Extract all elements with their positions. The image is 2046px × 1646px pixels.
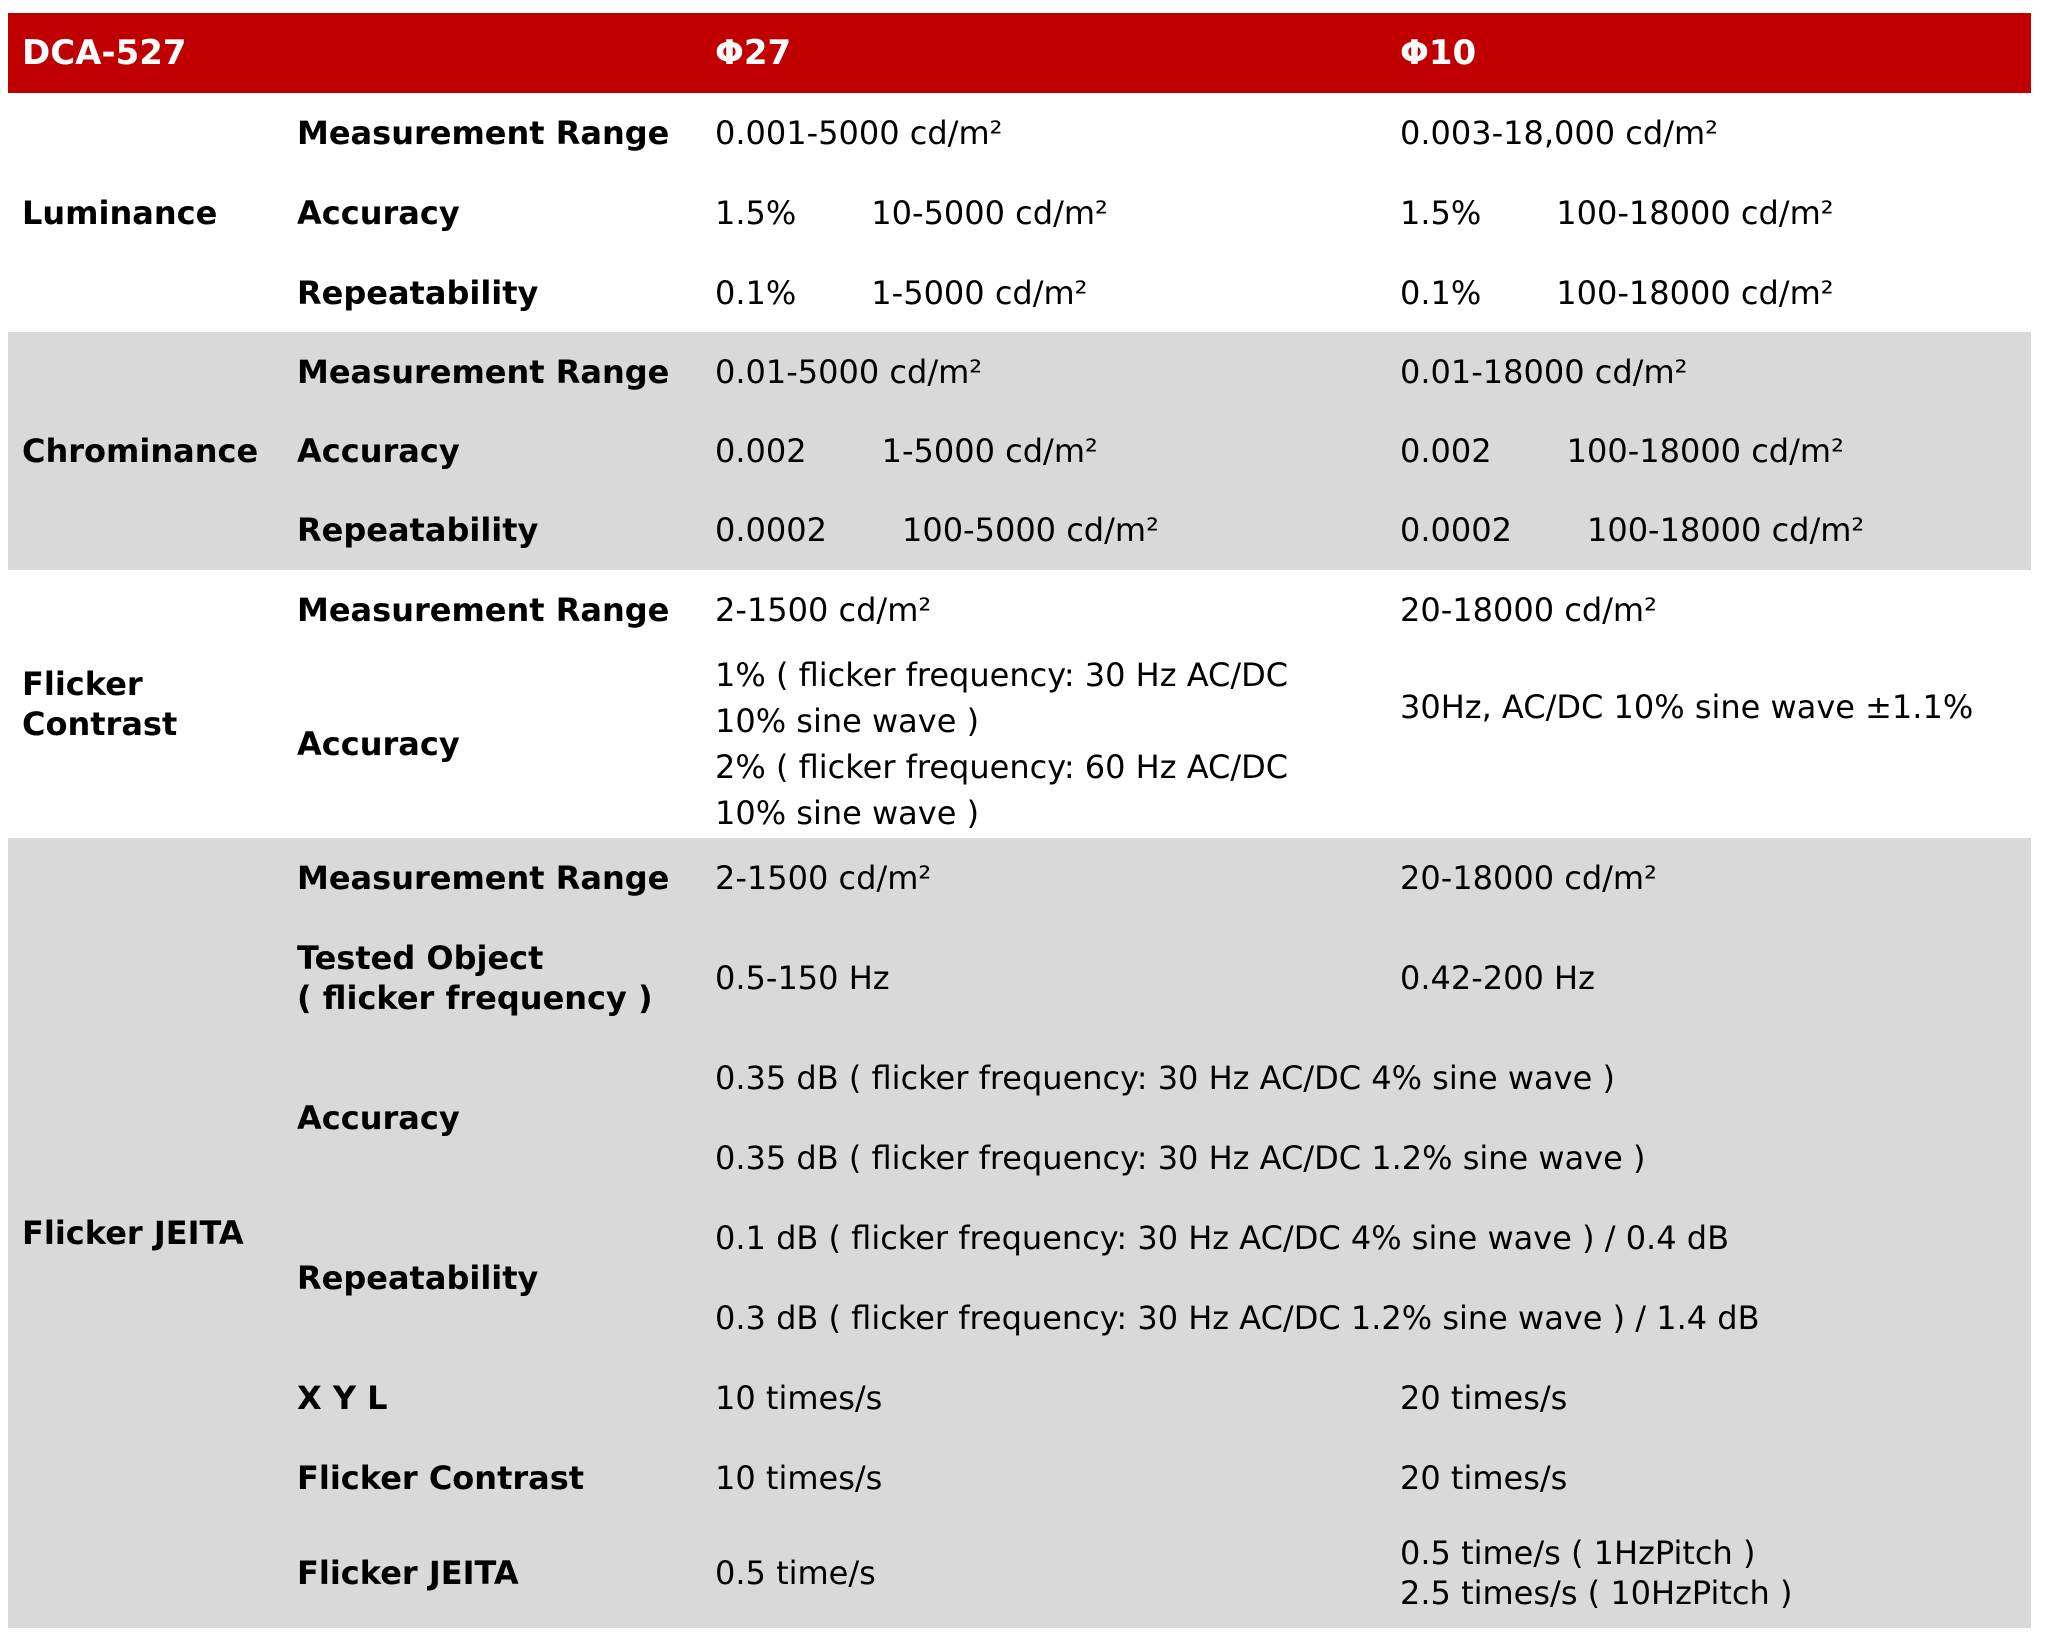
chrominance-accuracy-phi27 (715, 411, 1400, 490)
luminance-accuracy-phi27 (715, 173, 1400, 253)
row-label-xyl: X Y L (297, 1379, 388, 1417)
flicker-contrast-measurement-range-phi10: 20-18000 cd/m² (1400, 591, 1657, 629)
table-header-row (8, 13, 2031, 93)
luminance-repeatability-phi10 (1400, 253, 2031, 332)
row-label-repeatability: Repeatability (297, 1259, 539, 1297)
section-flicker-jeita (8, 838, 2031, 1628)
luminance-measurement-range-phi10: 0.003-18,000 cd/m² (1400, 114, 1718, 152)
value-line: 0.35 dB ( flicker frequency: 30 Hz AC/DC 4% sine wave ) (715, 1059, 1615, 1097)
value-part: 0.1% (715, 273, 797, 312)
row-label-flicker-jeita: Flicker JEITA (297, 1554, 519, 1592)
luminance-accuracy-phi10 (1400, 173, 2031, 253)
flicker-contrast-accuracy-phi10: 30Hz, AC/DC 10% sine wave ±1.1% (1400, 688, 1974, 726)
value-part: 0.002 (715, 431, 807, 470)
flicker-jeita-tested-object-phi10: 0.42-200 Hz (1400, 959, 1595, 997)
row-label-measurement-range: Measurement Range (297, 114, 670, 152)
flicker-jeita-measurement-range-phi27: 2-1500 cd/m² (715, 859, 932, 897)
value-part: 0.0002 (1400, 511, 1512, 549)
row-label-accuracy: Accuracy (297, 725, 460, 763)
section-title-line: Contrast (22, 705, 178, 743)
value-line: 0.35 dB ( flicker frequency: 30 Hz AC/DC 1.2% sine wave ) (715, 1139, 1646, 1177)
chrominance-measurement-range-phi10: 0.01-18000 cd/m² (1400, 352, 1688, 391)
row-label-accuracy: Accuracy (297, 1099, 460, 1137)
row-label-line: Tested Object (297, 939, 544, 977)
value-part: 0.002 (1400, 431, 1492, 470)
chrominance-repeatability-phi10 (1400, 490, 2031, 570)
value-line: 1% ( flicker frequency: 30 Hz AC/DC (715, 656, 1289, 694)
value-part: 1-5000 cd/m² (871, 273, 1088, 312)
flicker-jeita-flicker-contrast-phi10: 20 times/s (1400, 1459, 1568, 1497)
row-label-measurement-range: Measurement Range (297, 352, 670, 391)
value-part: 0.1% (1400, 273, 1482, 312)
row-label-accuracy: Accuracy (297, 194, 460, 232)
spec-table (8, 13, 2031, 1628)
luminance-measurement-range-phi27: 0.001-5000 cd/m² (715, 114, 1003, 152)
chrominance-measurement-range-phi27: 0.01-5000 cd/m² (715, 352, 983, 391)
flicker-contrast-accuracy-phi27 (715, 650, 1400, 838)
section-title-flicker-contrast (8, 570, 297, 838)
value-part: 100-5000 cd/m² (901, 511, 1159, 549)
value-part: 1.5% (1400, 194, 1482, 232)
flicker-jeita-tested-object-phi27: 0.5-150 Hz (715, 959, 890, 997)
value-part: 1-5000 cd/m² (881, 431, 1098, 470)
flicker-jeita-measurement-range-phi10: 20-18000 cd/m² (1400, 859, 1657, 897)
value-part: 0.0002 (715, 511, 827, 549)
value-part: 100-18000 cd/m² (1566, 431, 1844, 470)
value-line: 0.3 dB ( flicker frequency: 30 Hz AC/DC 1.2% sine wave ) / 1.4 dB (715, 1299, 1760, 1337)
section-title-luminance: Luminance (22, 193, 218, 232)
flicker-jeita-repeatability-values (715, 1198, 2031, 1358)
row-label-tested-object (297, 918, 715, 1038)
value-part: 100-18000 cd/m² (1586, 511, 1865, 549)
row-label-repeatability: Repeatability (297, 511, 539, 549)
value-line: 2% ( flicker frequency: 60 Hz AC/DC (715, 748, 1289, 786)
value-part: 10-5000 cd/m² (871, 194, 1108, 232)
value-part: 1.5% (715, 194, 797, 232)
section-luminance (8, 93, 2031, 332)
flicker-jeita-flicker-contrast-phi27: 10 times/s (715, 1459, 883, 1497)
model-name: DCA-527 (22, 33, 187, 73)
value-part: 100-18000 cd/m² (1556, 194, 1834, 232)
value-line: 0.5 time/s ( 1HzPitch ) (1400, 1534, 1756, 1572)
flicker-jeita-xyl-phi10: 20 times/s (1400, 1379, 1568, 1417)
flicker-jeita-accuracy-values (715, 1038, 2031, 1198)
value-line: 10% sine wave ) (715, 794, 980, 832)
section-chrominance (8, 332, 2031, 570)
luminance-repeatability-phi27 (715, 253, 1400, 332)
section-title-chrominance: Chrominance (22, 432, 259, 470)
row-label-accuracy: Accuracy (297, 431, 460, 470)
row-label-flicker-contrast: Flicker Contrast (297, 1459, 585, 1497)
value-line: 2.5 times/s ( 10HzPitch ) (1400, 1574, 1793, 1612)
row-label-measurement-range: Measurement Range (297, 591, 670, 629)
flicker-jeita-flicker-jeita-phi27: 0.5 time/s (715, 1554, 876, 1592)
chrominance-repeatability-phi27 (715, 490, 1400, 570)
value-part: 100-18000 cd/m² (1556, 273, 1834, 312)
column-header-phi10: Φ10 (1400, 33, 1477, 73)
value-line: 10% sine wave ) (715, 702, 980, 740)
row-label-repeatability: Repeatability (297, 273, 539, 312)
flicker-jeita-xyl-phi27: 10 times/s (715, 1379, 883, 1417)
section-title-line: Flicker (22, 665, 143, 703)
column-header-phi27: Φ27 (715, 33, 792, 73)
flicker-jeita-flicker-jeita-phi10 (1400, 1518, 2031, 1628)
row-label-measurement-range: Measurement Range (297, 859, 670, 897)
value-line: 0.1 dB ( flicker frequency: 30 Hz AC/DC 4% sine wave ) / 0.4 dB (715, 1219, 1730, 1257)
section-flicker-contrast (8, 570, 2031, 838)
row-label-line: ( flicker frequency ) (297, 979, 653, 1017)
section-title-flicker-jeita: Flicker JEITA (22, 1214, 244, 1252)
flicker-contrast-measurement-range-phi27: 2-1500 cd/m² (715, 591, 932, 629)
chrominance-accuracy-phi10 (1400, 411, 2031, 490)
